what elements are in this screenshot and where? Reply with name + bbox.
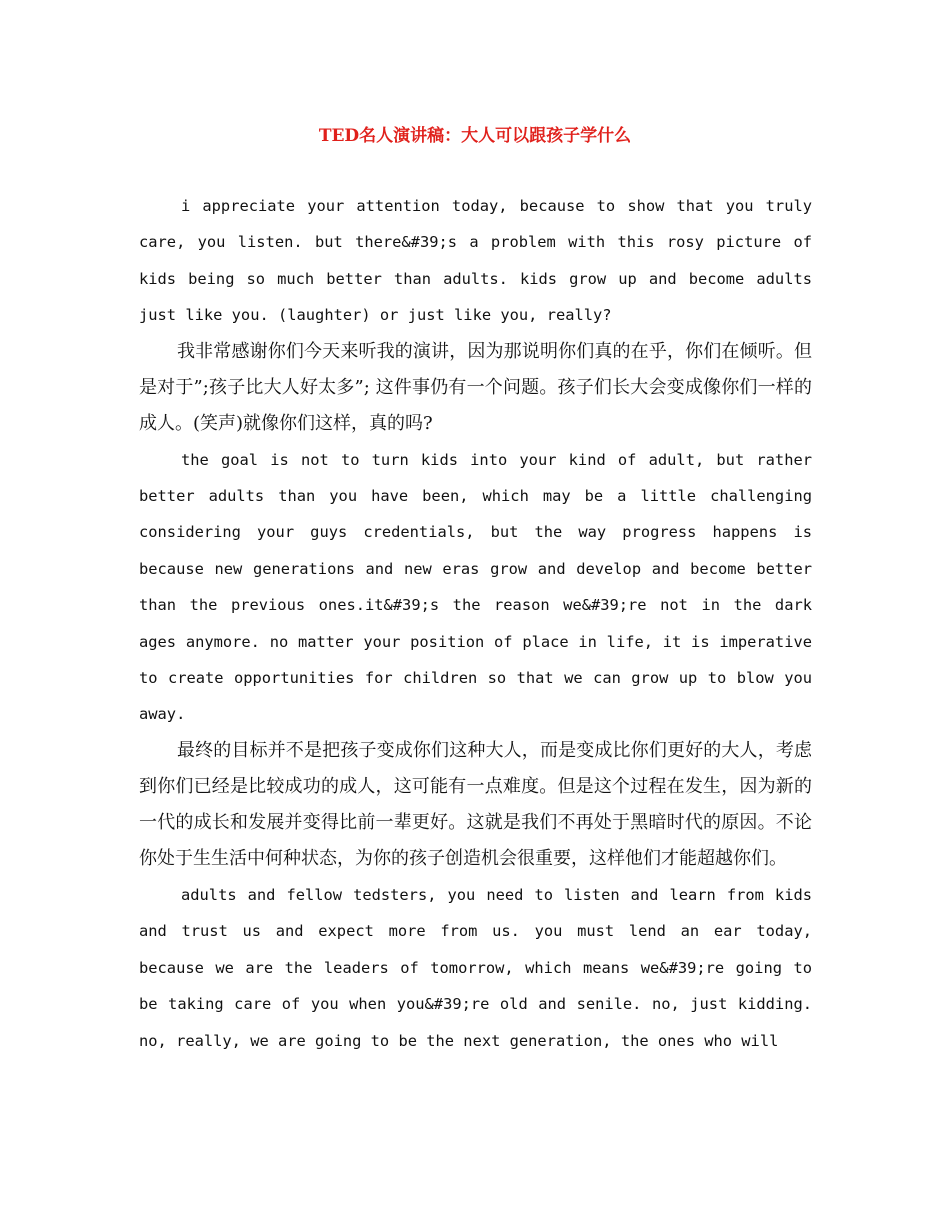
document-title: TED名人演讲稿：大人可以跟孩子学什么 [318,126,632,146]
document-body [139,188,812,1059]
paragraph-chinese-1: 我非常感谢你们今天来听我的演讲，因为那说明你们真的在乎，你们在倾听。但是对于”;孩子比大人好太多”; 这件事仍有一个问题。孩子们长大会变成像你们一样的成人。(笑声)就像你们这样，真的吗? [139,340,812,434]
paragraph-english-3: adults and fellow tedsters, you need to listen and learn from kids and trust us and expect more from us. you must lend an ear today, because we are the leaders of tomorrow, which means we&#39;re going to be taking care of you when you&#39;re old and senile. no, just kidding. no, really, we are going to be the next generation, the ones who will [139,885,812,1050]
paragraph-chinese-2: 最终的目标并不是把孩子变成你们这种大人，而是变成比你们更好的大人，考虑到你们已经是比较成功的成人，这可能有一点难度。但是这个过程在发生，因为新的一代的成长和发展并变得比前一辈更好。这就是我们不再处于黑暗时代的原因。不论你处于生生活中何种状态，为你的孩子创造机会很重要，这样他们才能超越你们。 [139,739,812,869]
paragraph-english-2: the goal is not to turn kids into your kind of adult, but rather better adults than you have been, which may be a little challenging considering your guys credentials, but the way progress happens is because new generations and new eras grow and develop and become better than the previous ones.it&#39;s the reason we&#39;re not in the dark ages anymore. no matter your position of place in life, it is imperative to create opportunities for children so that we can grow up to blow you away. [139,450,812,724]
paragraph-english-1: i appreciate your attention today, because to show that you truly care, you listen. but there&#39;s a problem with this rosy picture of kids being so much better than adults. kids grow up and become adults just like you. (laughter) or just like you, really? [139,197,812,325]
